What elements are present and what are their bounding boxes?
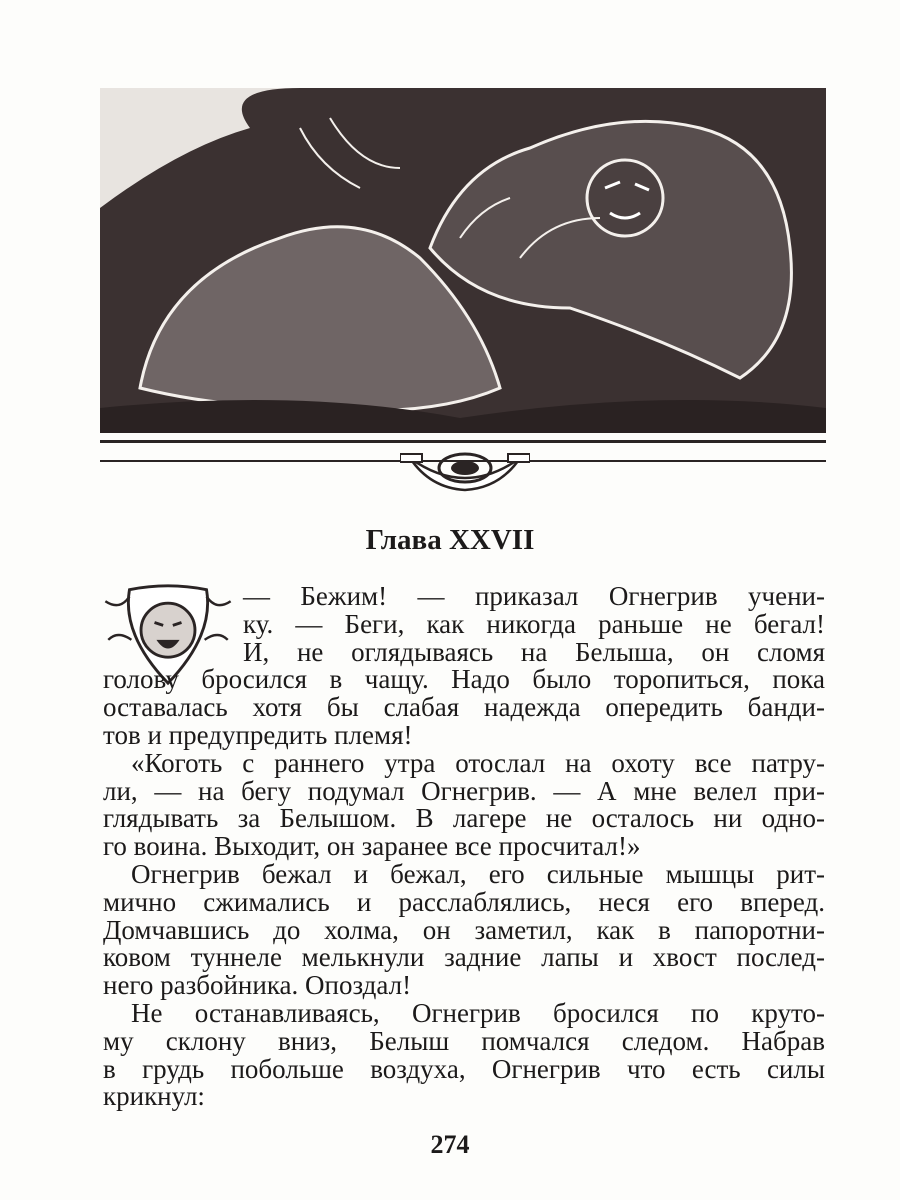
text-line: голову бросился в чащу. Надо было торопиться, пока: [103, 664, 825, 695]
text-line: Огнегрив бежал и бежал, его сильные мышцы рит-: [131, 858, 825, 889]
chapter-illustration-fighting-cats: [100, 88, 826, 433]
text-line: го воина. Выходит, он заранее все просчитал!»: [103, 831, 641, 862]
text-line: И, не оглядываясь на Белыша, он сломя: [243, 636, 825, 667]
text-line: глядывать за Белышом. В лагере не осталось ни одно-: [103, 803, 825, 834]
text-line: Домчавшись до холма, он заметил, как в папоротни-: [103, 914, 825, 945]
text-line: Не останавливаясь, Огнегрив бросился по круто-: [131, 997, 825, 1028]
text-line: ли, — на бегу подумал Огнегрив. — А мне велел при-: [103, 775, 825, 806]
ornament-icon: [400, 438, 530, 494]
text-line: «Коготь с раннего утра отослал на охоту все патру-: [131, 747, 825, 778]
page-number: 274: [430, 1130, 470, 1159]
text-line: него разбойника. Опоздал!: [103, 970, 412, 1001]
text-line: в грудь побольше воздуха, Огнегрив что есть силы: [103, 1053, 825, 1084]
text-line: му склону вниз, Белыш помчался следом. Набрав: [103, 1025, 825, 1056]
text-line: тов и предупредить племя!: [103, 719, 413, 750]
text-line: оставалась хотя бы слабая надежда опередить банди-: [103, 692, 825, 723]
text-line: ковом туннеле мелькнули задние лапы и хвост послед-: [103, 942, 825, 973]
text-line: — Бежим! — приказал Огнегрив учени-: [243, 581, 825, 611]
text-line: мично сжимались и расслаблялись, неся его вперед.: [103, 886, 825, 917]
text-line: ку. — Беги, как никогда раньше не бегал!: [243, 608, 825, 639]
text-line: крикнул:: [103, 1081, 205, 1112]
body-text: [103, 583, 825, 1111]
chapter-title: Глава XXVII: [365, 524, 535, 556]
